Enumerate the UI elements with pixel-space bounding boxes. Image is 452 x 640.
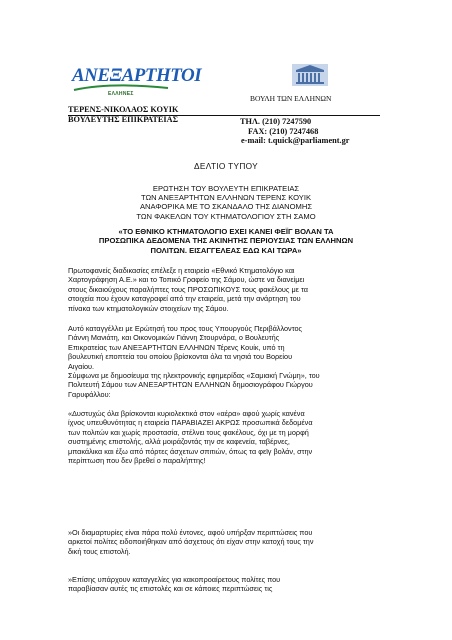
question-heading: [0, 184, 452, 221]
paragraph-5: [68, 528, 390, 556]
text-line: »Οι διαμαρτυρίες είναι πάρα πολύ έντονες, αφού υπήρξαν περιπτώσεις που: [68, 528, 313, 537]
question-line: ΕΡΩΤΗΣΗ ΤΟΥ ΒΟΥΛΕΥΤΗ ΕΠΙΚΡΑΤΕΙΑΣ: [152, 184, 300, 193]
email-line: e-mail: t.quick@parliament.gr: [241, 136, 350, 145]
text-line: »Επίσης υπάρχουν καταγγελίες για κακοπροαίρετους πολίτες που: [68, 575, 281, 584]
question-line: ΑΝΑΦΟΡΙΚΑ ΜΕ ΤΟ ΣΚΑΝΔΑΛΟ ΤΗΣ ΔΙΑΝΟΜΗΣ: [139, 202, 313, 212]
text-line: βουλευτική εποπτεία του οποίου βρίσκονται όλα τα νησιά του Βορείου: [68, 352, 293, 362]
text-line: Χαρτογράφηση Α.Ε.» και το Τοπικό Γραφείο της Σάμου, ώστε να διανείμει: [68, 275, 305, 285]
headline-line: ΠΟΛΙΤΩΝ. ΕΙΣΑΓΓΕΛΕΑΣ ΕΔΩ ΚΑΙ ΤΩΡΑ»: [150, 245, 302, 255]
fax-line: FAX: (210) 7247468: [248, 126, 319, 136]
text-line: Αιγαίου.: [68, 361, 95, 371]
text-line: στοιχεία που έχουν καταγραφεί από την εταιρεία, μετά την ανάρτηση του: [68, 294, 301, 304]
paragraph-2: [68, 324, 390, 371]
text-line: δική τους επιστολή.: [68, 546, 131, 556]
text-line: παραβίασαν αυτές τις επιστολές και σε κάποιες περιπτώσεις τις: [68, 584, 273, 594]
text-line: συστημένης επιστολής, αλλά μοιράζοντάς την σε καφενεία, ταβέρνες,: [68, 437, 290, 447]
mp-name: ΤΕΡΕΝΣ-ΝΙΚΟΛΑΟΣ ΚΟΥΙΚ: [68, 105, 179, 114]
paragraph-3: [68, 371, 390, 399]
contact-block: [240, 117, 349, 146]
mp-title: ΒΟΥΛΕΥΤΗΣ ΕΠΙΚΡΑΤΕΙΑΣ: [68, 115, 179, 124]
question-line: ΤΩΝ ΑΝΕΞΑΡΤΗΤΩΝ ΕΛΛΗΝΩΝ ΤΕΡΕΝΣ ΚΟΥΙΚ: [140, 193, 312, 203]
text-line: αρκετοί πολίτες ειδοποιήθηκαν από άσχετους ότι είχαν στην κατοχή τους την: [68, 537, 314, 547]
text-line: στους δικαιούχους παραλήπτες τους ΠΡΟΣΩΠΙΚΟΥΣ τους φακέλους με τα: [68, 284, 308, 294]
text-line: Επικρατείας των ΑΝΕΞΑΡΤΗΤΩΝ ΕΛΛΗΝΩΝ Τέρενς Κουίκ, υπό τη: [68, 342, 285, 352]
text-line: περίπτωση που δεν βρεθεί ο παραλήπτης!: [68, 456, 206, 466]
document-type: ΔΕΛΤΙΟ ΤΥΠΟΥ: [194, 161, 258, 171]
text-line: Αυτό καταγγέλλει με Ερώτησή του προς τους Υπουργούς Περιβάλλοντος: [68, 324, 303, 333]
header-divider: [68, 115, 380, 116]
text-line: Γιάννη Μανιάτη, και Οικονομικών Γιάννη Στουρνάρα, ο Βουλευτής: [68, 333, 280, 343]
headline-line: «ΤΟ ΕΘΝΙΚΟ ΚΤΗΜΑΤΟΛΟΓΙΟ ΕΧΕΙ ΚΑΝΕΙ ΦΕΪΓ ΒΟΛΑΝ ΤΑ: [118, 227, 334, 236]
paragraph-1: [68, 266, 390, 313]
parliament-building-icon: [290, 60, 330, 90]
text-line: Σύμφωνα με δημοσίευμα της ηλεκτρονικής εφημερίδας «Σαμιακή Γνώμη», του: [68, 371, 320, 380]
party-logo-subtext: ΕΛΛΗΝΕΣ: [108, 91, 134, 97]
party-logo: [72, 65, 202, 102]
paragraph-4: [68, 409, 390, 465]
text-line: «Δυστυχώς όλα βρίσκονται κυριολεκτικά στον «αέρα» αφού χωρίς κανένα: [68, 409, 305, 418]
text-line: των πολιτών και χωρίς προστασία, στέλνει τους φακέλους, όχι με τη μορφή: [68, 427, 309, 437]
question-line: ΤΩΝ ΦΑΚΕΛΩΝ ΤΟΥ ΚΤΗΜΑΤΟΛΟΓΙΟΥ ΣΤΗ ΣΑΜΟ: [136, 211, 316, 221]
text-line: Πολιτευτή Σάμου των ΑΝΕΞΑΡΤΗΤΩΝ ΕΛΛΗΝΩΝ δημοσιογράφου Γιώργου: [68, 380, 313, 390]
party-logo-text: ΑΝΕΞΑΡΤΗΤΟΙ: [72, 65, 202, 86]
text-line: πίνακα των κτηματολογικών στοιχείων της Σάμου.: [68, 303, 229, 313]
phone-line: ΤΗΛ. (210) 7247590: [240, 117, 312, 126]
headline-line: ΠΡΟΣΩΠΙΚΑ ΔΕΔΟΜΕΝΑ ΤΗΣ ΑΚΙΝΗΤΗΣ ΠΕΡΙΟΥΣΙΑΣ ΤΩΝ ΕΛΛΗΝΩΝ: [98, 236, 354, 246]
headline: [0, 227, 452, 255]
text-line: Πρωτοφανείς διαδικασίες επέλεξε η εταιρεία «Εθνικό Κτηματολόγιο και: [68, 266, 295, 275]
paragraph-6: [68, 575, 390, 594]
text-line: ίχνος υπευθυνότητας η εταιρεία ΠΑΡΑΒΙΑΖΕΙ ΑΚΡΩΣ προσωπικά δεδομένα: [68, 418, 313, 428]
text-line: μπακάλικα και έξω από πόρτες άσχετων σπιτιών, όπως τα φεϊγ βολάν, στην: [68, 446, 313, 456]
parliament-caption: ΒΟΥΛΗ ΤΩΝ ΕΛΛΗΝΩΝ: [250, 94, 332, 103]
text-line: Γαρυφάλλου:: [68, 389, 111, 399]
